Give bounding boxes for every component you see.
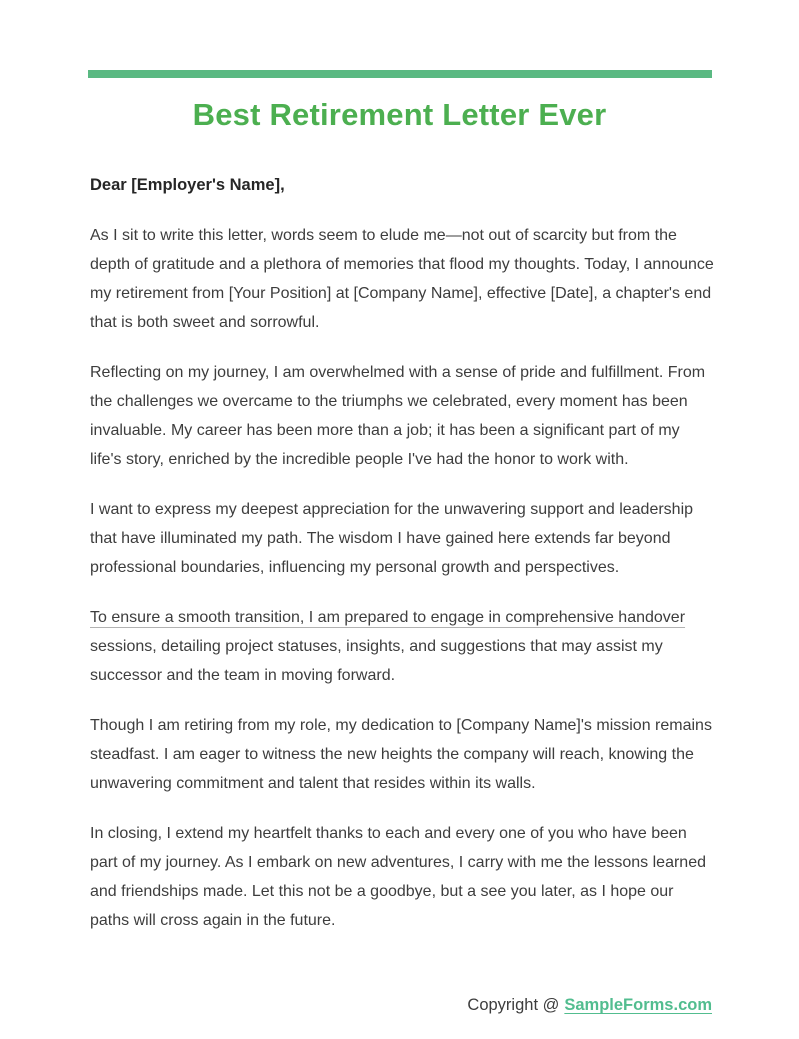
paragraph-transition-rest: sessions, detailing project statuses, insights, and suggestions that may assist my successor and the team in moving forward. xyxy=(90,638,663,684)
copyright-text: Copyright @ xyxy=(467,996,560,1014)
top-accent-bar xyxy=(88,70,712,78)
underlined-transition-text: To ensure a smooth transition, I am prepared to engage in comprehensive handover xyxy=(90,609,686,626)
salutation: Dear [Employer's Name], xyxy=(90,176,285,194)
paragraph-appreciation: I want to express my deepest appreciation for the unwavering support and leadership that have illuminated my path. The wisdom I have gained here extends far beyond professional boundaries, influencing my personal growth and perspectives. xyxy=(90,501,694,576)
paragraph-dedication: Though I am retiring from my role, my dedication to [Company Name]'s mission remains steadfast. I am eager to witness the new heights the company will reach, knowing the unwavering commitment and talent that resides within its walls. xyxy=(90,717,712,792)
sampleforms-link[interactable]: SampleForms.com xyxy=(564,996,712,1014)
paragraph-closing: In closing, I extend my heartfelt thanks to each and every one of you who have been part of my journey. As I embark on new adventures, I carry with me the lessons learned and friendships made. Let this not be a goodbye, but a see you later, as I hope our paths will cross again in the future. xyxy=(90,825,706,929)
letter-body xyxy=(90,171,715,956)
footer xyxy=(467,994,712,1016)
page-title: Best Retirement Letter Ever xyxy=(192,97,607,132)
paragraph-opening: As I sit to write this letter, words seem to elude me—not out of scarcity but from the depth of gratitude and a plethora of memories that flood my thoughts. Today, I announce my retirement from [Your Position] at [Company Name], effective [Date], a chapter's end that is both sweet and sorrowful. xyxy=(90,227,714,331)
paragraph-reflection: Reflecting on my journey, I am overwhelmed with a sense of pride and fulfillment. From the challenges we overcame to the triumphs we celebrated, every moment has been invaluable. My career has been more than a job; it has been a significant part of my life's story, enriched by the incredible people I've had the honor to work with. xyxy=(90,364,706,468)
paragraph-transition xyxy=(90,603,715,690)
